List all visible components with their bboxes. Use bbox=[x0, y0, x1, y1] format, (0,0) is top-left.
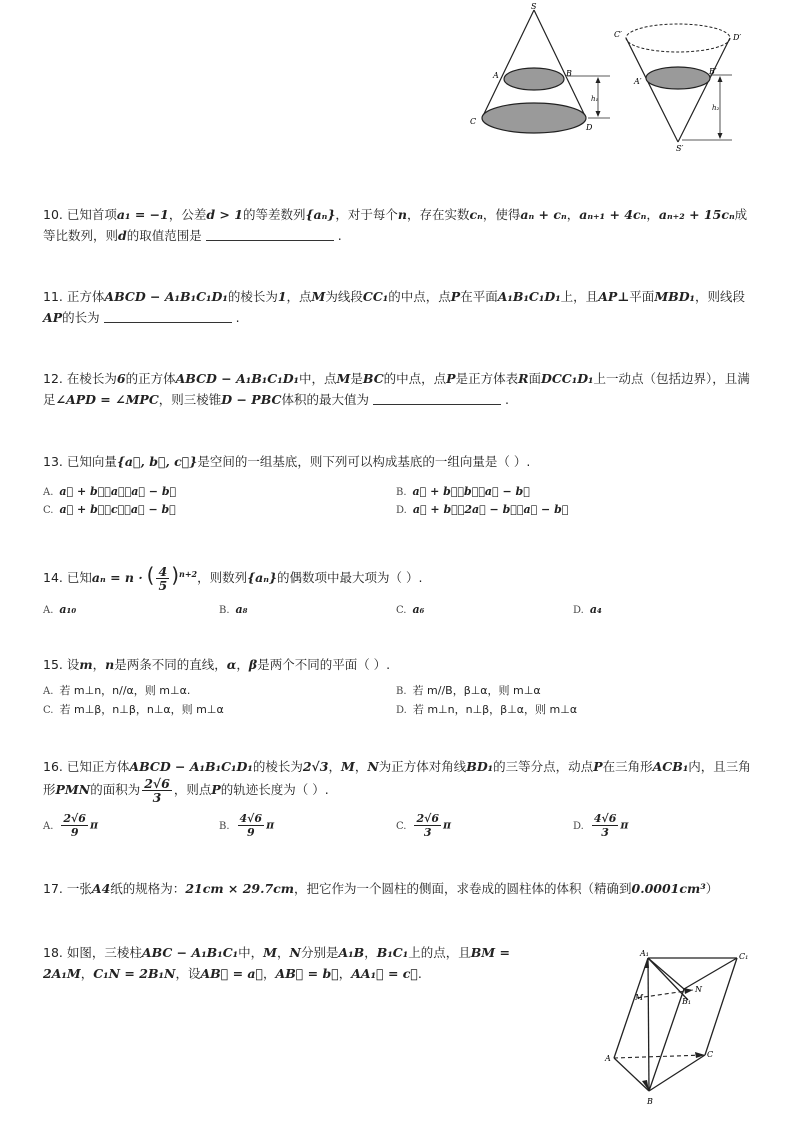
text: ，使得 bbox=[482, 207, 521, 222]
numerator: 4 bbox=[158, 564, 168, 580]
option-text: 若 m⊥n，n//α，则 m⊥α. bbox=[59, 684, 191, 697]
question-number: 10. bbox=[43, 207, 63, 222]
text: 的棱长为 bbox=[252, 759, 303, 774]
text: 面 bbox=[528, 371, 541, 386]
text: 的长为 bbox=[62, 310, 100, 325]
text: ， bbox=[80, 966, 94, 981]
denominator: 9 bbox=[246, 826, 255, 839]
question-16 bbox=[43, 756, 755, 804]
label-N: N bbox=[695, 985, 702, 994]
option-label: B. bbox=[396, 487, 407, 498]
math: PMN bbox=[55, 782, 91, 797]
math: 6 bbox=[116, 371, 126, 386]
label-S: S bbox=[531, 2, 537, 11]
option-label: C. bbox=[396, 605, 407, 616]
text: 已知 bbox=[66, 570, 92, 586]
math: P bbox=[211, 782, 221, 797]
text: ，把它作为一个圆柱的侧面，求卷成的圆柱体的体积（精确到 bbox=[294, 881, 632, 896]
option-text: a₆ bbox=[412, 603, 425, 616]
label-C: C bbox=[470, 117, 477, 126]
question-number: 17. bbox=[43, 881, 63, 896]
text: 是 bbox=[350, 371, 363, 386]
math: {aₙ} bbox=[305, 207, 336, 222]
math: BD₁ bbox=[466, 759, 494, 774]
question-number: 16. bbox=[43, 759, 63, 774]
fraction bbox=[238, 812, 265, 839]
math: A₁B₁C₁D₁ bbox=[497, 289, 561, 304]
text: ， bbox=[263, 966, 276, 981]
numerator: 2√6 bbox=[416, 812, 440, 825]
text: ，存在实数 bbox=[407, 207, 470, 222]
math: P bbox=[446, 371, 456, 386]
option-text: a⃗ + b⃗，b⃗，a⃗ − b⃗ bbox=[412, 485, 530, 498]
math: 1 bbox=[277, 289, 287, 304]
label-M: M bbox=[635, 993, 644, 1002]
text: . bbox=[504, 392, 509, 407]
math: n bbox=[397, 207, 407, 222]
option-label: C. bbox=[43, 505, 54, 516]
math: P bbox=[593, 759, 603, 774]
option-text: a₈ bbox=[235, 603, 248, 616]
prism-figure bbox=[596, 944, 766, 1110]
option-a[interactable] bbox=[43, 601, 76, 620]
math: R bbox=[518, 371, 529, 386]
answer-blank[interactable] bbox=[104, 310, 232, 323]
option-text: 若 m⊥n，n⊥β，β⊥α，则 m⊥α bbox=[412, 703, 578, 716]
text: 的面积为 bbox=[90, 782, 141, 797]
math: {a⃗, b⃗, c⃗} bbox=[116, 454, 198, 469]
option-d[interactable] bbox=[573, 601, 602, 620]
math: AP bbox=[43, 310, 63, 325]
math: B₁C₁ bbox=[376, 945, 409, 960]
math: A₁B bbox=[338, 945, 365, 960]
text: . bbox=[235, 310, 240, 325]
text: 的偶数项中最大项为（ ）. bbox=[277, 570, 423, 586]
option-c[interactable] bbox=[43, 701, 224, 720]
text: 的中点，点 bbox=[383, 371, 447, 386]
text: 在棱长为 bbox=[66, 371, 117, 386]
denominator: 3 bbox=[152, 790, 162, 805]
math: N bbox=[289, 945, 301, 960]
option-text: a⃗ + b⃗，c⃗，a⃗ − b⃗ bbox=[59, 503, 176, 516]
text: 成等比数列，则 bbox=[43, 207, 748, 243]
fraction bbox=[592, 812, 619, 839]
label-B-prime: B′ bbox=[709, 67, 717, 76]
text: 正方体 bbox=[66, 289, 105, 304]
math: 0.0001cm³ bbox=[631, 881, 706, 896]
fraction bbox=[61, 812, 88, 839]
text: 如图，三棱柱 bbox=[66, 945, 142, 960]
option-b[interactable] bbox=[219, 601, 247, 620]
option-label: C. bbox=[43, 705, 54, 716]
option-a[interactable] bbox=[43, 682, 190, 701]
option-text: a₄ bbox=[589, 603, 602, 616]
question-number: 12. bbox=[43, 371, 63, 386]
math: M bbox=[311, 289, 326, 304]
label-A1: A₁ bbox=[640, 949, 649, 958]
math: DCC₁D₁ bbox=[541, 371, 594, 386]
text: 为正方体对角线 bbox=[378, 759, 467, 774]
denominator: 5 bbox=[158, 578, 168, 594]
math: cₙ bbox=[469, 207, 483, 222]
option-c[interactable] bbox=[43, 501, 176, 520]
text: ， bbox=[354, 759, 368, 774]
math: ∠APD = ∠MPC bbox=[55, 392, 159, 407]
numerator: 2√6 bbox=[63, 812, 86, 825]
fraction bbox=[414, 812, 441, 839]
upright-cone bbox=[470, 2, 610, 133]
question-15 bbox=[43, 654, 755, 675]
question-12 bbox=[43, 368, 755, 410]
option-label: A. bbox=[43, 686, 54, 697]
text: ， bbox=[566, 207, 580, 222]
option-text: a⃗ + b⃗，a⃗，a⃗ − b⃗ bbox=[59, 485, 177, 498]
text: ， bbox=[277, 945, 290, 960]
math: A4 bbox=[91, 881, 111, 896]
text: 的取值范围是 bbox=[126, 228, 202, 243]
math: AB⃗ = b⃗ bbox=[275, 966, 339, 981]
math: α bbox=[226, 657, 237, 672]
math: CC₁ bbox=[362, 289, 389, 304]
option-d[interactable] bbox=[396, 501, 568, 520]
option-c[interactable] bbox=[396, 812, 451, 839]
text: 已知首项 bbox=[66, 207, 117, 222]
text: 中，点 bbox=[299, 371, 337, 386]
option-text: 若 m//B，β⊥α，则 m⊥α bbox=[412, 684, 541, 697]
option-d[interactable] bbox=[396, 701, 577, 720]
text: 纸的规格为： bbox=[110, 881, 186, 896]
math: AB⃗ = a⃗ bbox=[200, 966, 263, 981]
denominator: 3 bbox=[423, 826, 432, 839]
numerator: 4√6 bbox=[593, 812, 617, 825]
answer-blank[interactable] bbox=[373, 392, 501, 405]
label-S-prime: S′ bbox=[676, 144, 684, 153]
math: MBD₁ bbox=[654, 289, 696, 304]
text: ，则三棱锥 bbox=[158, 392, 222, 407]
option-label: B. bbox=[219, 820, 230, 832]
text: ，则线段 bbox=[695, 289, 746, 304]
math: BM = 2A₁M bbox=[43, 945, 510, 981]
option-label: D. bbox=[396, 505, 407, 516]
fraction bbox=[142, 777, 172, 804]
text: 在三角形 bbox=[602, 759, 653, 774]
option-label: C. bbox=[396, 820, 407, 832]
text: 的棱长为 bbox=[227, 289, 278, 304]
cones-figure bbox=[460, 0, 760, 160]
math: m bbox=[79, 657, 93, 672]
math: {aₙ} bbox=[247, 570, 278, 586]
text: ， bbox=[236, 657, 249, 672]
text: ，则数列 bbox=[197, 570, 248, 586]
math: aₙ + cₙ bbox=[520, 207, 567, 222]
pi: π bbox=[620, 818, 629, 832]
option-text: a⃗ + b⃗，2a⃗ − b⃗，a⃗ − b⃗ bbox=[412, 503, 569, 516]
option-b[interactable] bbox=[219, 812, 274, 839]
math: M bbox=[263, 945, 278, 960]
pi: π bbox=[89, 818, 99, 832]
paren-close: ) bbox=[171, 563, 179, 588]
text: 是空间的一组基底，则下列可以构成基底的一组向量是（ ）. bbox=[197, 454, 531, 469]
text: 设 bbox=[66, 657, 80, 672]
option-text: 若 m⊥β，n⊥β，n⊥α，则 m⊥α bbox=[59, 703, 224, 716]
label-A: A bbox=[493, 71, 499, 80]
text: 平面 bbox=[629, 289, 655, 304]
option-label: B. bbox=[219, 605, 230, 616]
text: 的正方体 bbox=[125, 371, 176, 386]
label-D: D bbox=[586, 123, 593, 132]
question-number: 13. bbox=[43, 454, 63, 469]
answer-blank[interactable] bbox=[206, 228, 334, 241]
option-c[interactable] bbox=[396, 601, 424, 620]
label-B1: B₁ bbox=[682, 997, 692, 1006]
math: ABCD − A₁B₁C₁D₁ bbox=[129, 759, 253, 774]
exponent: n+2 bbox=[179, 569, 198, 579]
text: 在平面 bbox=[460, 289, 498, 304]
label-D-prime: D′ bbox=[733, 33, 742, 42]
math: aₙ = n · bbox=[91, 570, 143, 586]
text: 为线段 bbox=[325, 289, 363, 304]
label-C-prime: C′ bbox=[614, 30, 622, 39]
option-label: D. bbox=[573, 605, 584, 616]
text: . bbox=[337, 228, 342, 243]
option-text: a₁₀ bbox=[59, 603, 77, 616]
math: BC bbox=[362, 371, 384, 386]
numerator: 4√6 bbox=[239, 812, 263, 825]
numerator: 2√6 bbox=[144, 776, 170, 791]
text: 是正方体表 bbox=[455, 371, 519, 386]
text: 分别是 bbox=[300, 945, 339, 960]
math: AA₁⃗ = c⃗ bbox=[351, 966, 418, 981]
label-A-prime: A′ bbox=[634, 77, 642, 86]
text: ） bbox=[705, 881, 719, 896]
math: N bbox=[367, 759, 379, 774]
text: ， bbox=[646, 207, 659, 222]
math: aₙ₊₁ + 4cₙ bbox=[579, 207, 647, 222]
math: ABCD − A₁B₁C₁D₁ bbox=[104, 289, 228, 304]
question-number: 15. bbox=[43, 657, 63, 672]
option-label: A. bbox=[43, 605, 54, 616]
pi: π bbox=[443, 818, 452, 832]
option-label: B. bbox=[396, 686, 407, 697]
text: 上，且 bbox=[560, 289, 599, 304]
math: d bbox=[118, 228, 127, 243]
label-C: C bbox=[707, 1050, 714, 1059]
label-B: B bbox=[647, 1097, 653, 1106]
option-label: D. bbox=[573, 820, 584, 832]
text: . bbox=[417, 966, 422, 981]
option-d[interactable] bbox=[573, 812, 628, 839]
option-label: A. bbox=[43, 487, 54, 498]
text: 的轨迹长度为（ ）. bbox=[220, 782, 329, 797]
math: M bbox=[336, 371, 351, 386]
question-number: 18. bbox=[43, 945, 63, 960]
text: ，设 bbox=[175, 966, 201, 981]
math: 21cm × 29.7cm bbox=[185, 881, 295, 896]
math: aₙ₊₂ + 15cₙ bbox=[658, 207, 735, 222]
text: 内，且三角形 bbox=[43, 759, 751, 797]
denominator: 3 bbox=[601, 826, 609, 839]
math: C₁N = 2B₁N bbox=[93, 966, 176, 981]
math: a₁ = −1 bbox=[116, 207, 169, 222]
text: 中， bbox=[238, 945, 264, 960]
question-18 bbox=[43, 942, 563, 984]
option-b[interactable] bbox=[396, 682, 541, 701]
question-10 bbox=[43, 204, 755, 246]
paren-open: ( bbox=[146, 563, 155, 588]
text: 的等差数列 bbox=[242, 207, 306, 222]
text: 体积的最大值为 bbox=[281, 392, 369, 407]
label-A: A bbox=[605, 1054, 611, 1063]
text: 上的点，且 bbox=[408, 945, 471, 960]
math: ACB₁ bbox=[652, 759, 689, 774]
inverted-cone bbox=[614, 24, 741, 153]
text: ，公差 bbox=[168, 207, 207, 222]
text: ，则点 bbox=[173, 782, 212, 797]
question-number: 14. bbox=[43, 570, 63, 586]
math: β bbox=[248, 657, 258, 672]
math: M bbox=[340, 759, 355, 774]
text: 是两条不同的直线， bbox=[114, 657, 227, 672]
text: ， bbox=[92, 657, 106, 672]
text: 已知向量 bbox=[66, 454, 117, 469]
pi: π bbox=[266, 818, 275, 832]
text: ， bbox=[338, 966, 352, 981]
math: 2√3 bbox=[302, 759, 329, 774]
question-17 bbox=[43, 878, 755, 899]
fraction bbox=[156, 565, 169, 592]
question-number: 11. bbox=[43, 289, 63, 304]
label-h1: h₁ bbox=[591, 95, 599, 103]
question-14 bbox=[43, 556, 755, 596]
math: ABC − A₁B₁C₁ bbox=[141, 945, 239, 960]
text: 是两个不同的平面（ ）. bbox=[257, 657, 391, 672]
denominator: 9 bbox=[70, 826, 79, 839]
text: ， bbox=[328, 759, 341, 774]
math: P bbox=[450, 289, 461, 304]
option-a[interactable] bbox=[43, 812, 98, 839]
option-label: A. bbox=[43, 820, 54, 832]
math: D − PBC bbox=[221, 392, 282, 407]
option-a[interactable] bbox=[43, 483, 176, 502]
label-C1: C₁ bbox=[739, 952, 749, 961]
text: ， bbox=[364, 945, 377, 960]
math: AP⊥ bbox=[598, 289, 630, 304]
text: 已知正方体 bbox=[66, 759, 130, 774]
question-11 bbox=[43, 286, 755, 328]
text: 上一动点（包括边界），且满足 bbox=[43, 371, 750, 407]
text: ，对于每个 bbox=[335, 207, 398, 222]
math: d > 1 bbox=[206, 207, 243, 222]
option-b[interactable] bbox=[396, 483, 530, 502]
label-h2: h₂ bbox=[712, 104, 720, 112]
text: 一张 bbox=[66, 881, 92, 896]
text: 的中点，点 bbox=[388, 289, 451, 304]
math: n bbox=[105, 657, 115, 672]
option-label: D. bbox=[396, 705, 407, 716]
math: ABCD − A₁B₁C₁D₁ bbox=[175, 371, 300, 386]
text: ，点 bbox=[286, 289, 312, 304]
label-B: B bbox=[566, 69, 572, 78]
text: 的三等分点，动点 bbox=[493, 759, 594, 774]
question-13 bbox=[43, 451, 755, 472]
